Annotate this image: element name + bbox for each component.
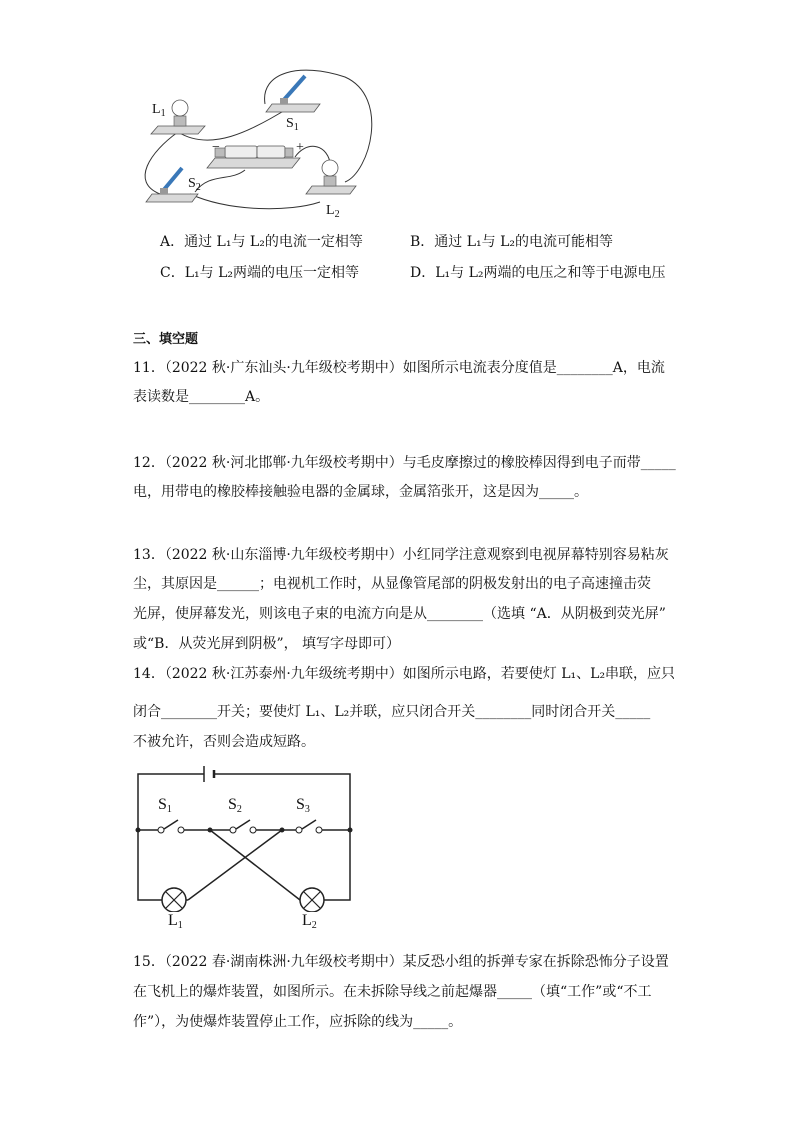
question-13-line1: 13．（2022 秋·山东淄博·九年级校考期中）小红同学注意观察到电视屏幕特别容易粘灰 — [133, 547, 669, 563]
schematic-label-l2: $L_2$ — [302, 912, 317, 931]
section-heading: 三、填空题 — [133, 332, 199, 347]
label-plus: + — [296, 140, 304, 155]
question-13-line2: 尘，其原因是______；电视机工作时，从显像管尾部的阴极发射出的电子高速撞击荧 — [133, 576, 651, 592]
question-11-line1: 11．（2022 秋·广东汕头·九年级校考期中）如图所示电流表分度值是________A，电流 — [133, 360, 665, 376]
label-l2: $L_2$ — [326, 203, 340, 220]
question-12-line2: 电，用带电的橡胶棒接触验电器的金属球，金属箔张开，这是因为_____。 — [133, 484, 588, 500]
schematic-label-l1: $L_1$ — [168, 912, 183, 931]
question-11-line2: 表读数是________A。 — [133, 389, 270, 405]
schematic-label-s1: $S_1$ — [158, 796, 172, 815]
question-12-line1: 12．（2022 秋·河北邯郸·九年级校考期中）与毛皮摩擦过的橡胶棒因得到电子而带_____ — [133, 455, 676, 471]
question-14-line2: 闭合________开关；要使灯 L₁、L₂并联，应只闭合开关________同时闭合开关_____ — [133, 704, 651, 720]
option-c: C．L₁与 L₂两端的电压一定相等 — [160, 265, 359, 281]
label-s2: $S_2$ — [188, 176, 201, 193]
question-15-line1: 15．（2022 春·湖南株洲·九年级校考期中）某反恐小组的拆弹专家在拆除恐怖分子设置 — [133, 954, 669, 970]
label-s1: $S_1$ — [286, 116, 299, 133]
circuit-figure-physical — [130, 62, 380, 222]
question-14-line1: 14．（2022 秋·江苏泰州·九年级统考期中）如图所示电路，若要使灯 L₁、L₂串联，应只 — [133, 666, 676, 682]
lamp-l2 — [306, 160, 356, 194]
switch-s1 — [266, 76, 320, 112]
question-13-line3: 光屏，使屏幕发光，则该电子束的电流方向是从________（选填 “A．从阴极到荧光屏” — [133, 606, 666, 622]
label-minus: − — [212, 140, 220, 155]
label-l1: $L_1$ — [152, 102, 166, 119]
option-a: A．通过 L₁与 L₂的电流一定相等 — [160, 234, 363, 250]
question-14-line3: 不被允许，否则会造成短路。 — [133, 734, 315, 750]
option-b: B．通过 L₁与 L₂的电流可能相等 — [410, 234, 614, 250]
question-15-line3: 作”），为使爆炸装置停止工作，应拆除的线为_____。 — [133, 1014, 463, 1030]
question-15-line2: 在飞机上的爆炸装置，如图所示。在未拆除导线之前起爆器_____（填“工作”或“不工 — [133, 984, 652, 1000]
question-13-line4: 或“B．从荧光屏到阴极”， 填写字母即可） — [133, 636, 401, 652]
circuit-figure-schematic — [130, 762, 360, 912]
battery — [207, 146, 300, 168]
schematic-label-s2: $S_2$ — [228, 796, 242, 815]
schematic-label-s3: $S_3$ — [296, 796, 310, 815]
option-d: D．L₁与 L₂两端的电压之和等于电源电压 — [410, 265, 666, 281]
